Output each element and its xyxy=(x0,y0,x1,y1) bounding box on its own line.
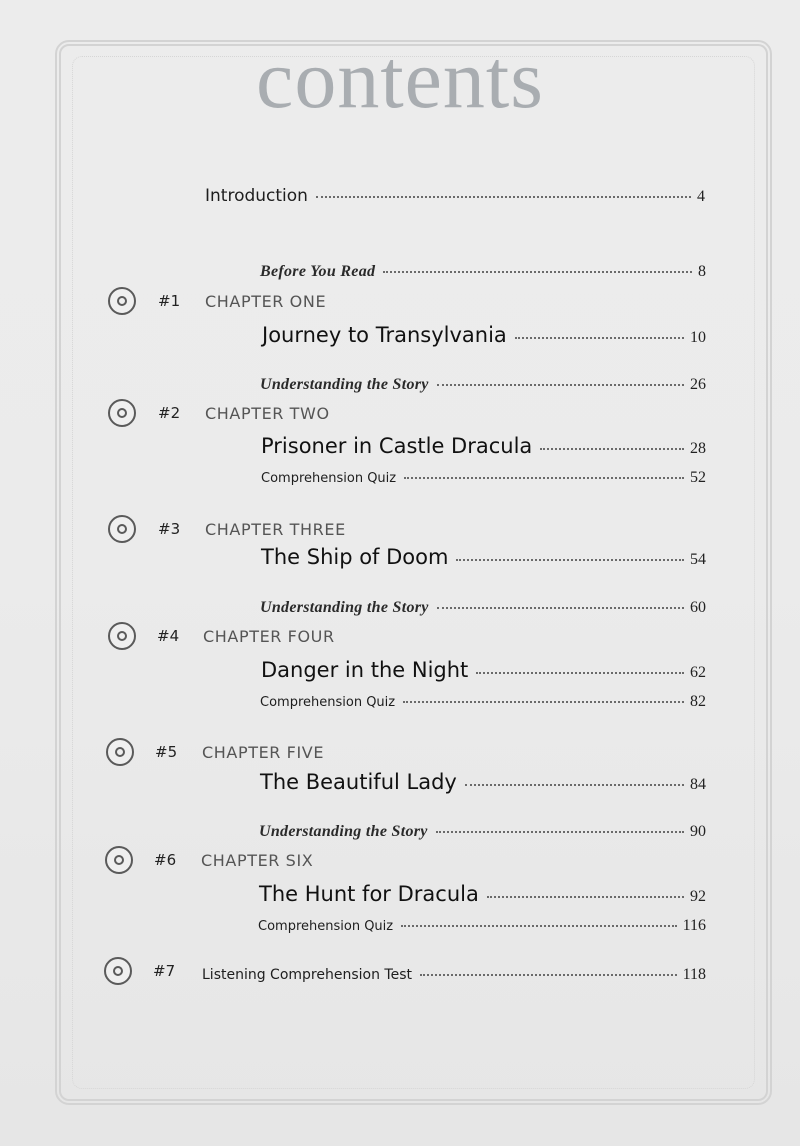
toc-section-page: 8 xyxy=(698,263,706,280)
toc-chapter-3[interactable] xyxy=(261,545,706,569)
toc-quiz-6[interactable] xyxy=(258,917,706,935)
leader-dots xyxy=(404,477,684,479)
toc-section-label: Understanding the Story xyxy=(260,376,429,393)
toc-listening-test[interactable] xyxy=(202,966,706,984)
leader-dots xyxy=(487,896,684,898)
cd-icon[interactable] xyxy=(108,399,136,427)
leader-dots xyxy=(436,831,684,833)
quiz-page: 52 xyxy=(690,469,706,486)
quiz-label: Comprehension Quiz xyxy=(261,471,397,486)
leader-dots xyxy=(437,384,684,386)
toc-chapter-6[interactable] xyxy=(259,882,706,906)
toc-section-2[interactable] xyxy=(260,376,706,394)
toc-section-4[interactable] xyxy=(260,599,706,617)
cd-icon[interactable] xyxy=(104,957,132,985)
track-number-7: #7 xyxy=(153,962,176,980)
chapter-page: 28 xyxy=(690,440,706,457)
toc-section-label: Understanding the Story xyxy=(259,823,428,840)
chapter-page: 92 xyxy=(690,888,706,905)
quiz-page: 116 xyxy=(682,917,706,934)
leader-dots xyxy=(403,701,684,703)
chapter-heading-1: CHAPTER ONE xyxy=(205,292,327,311)
quiz-page: 82 xyxy=(690,693,706,710)
cd-icon[interactable] xyxy=(106,738,134,766)
chapter-heading-3: CHAPTER THREE xyxy=(205,520,346,539)
toc-section-6[interactable] xyxy=(259,823,706,841)
track-number-5: #5 xyxy=(155,743,178,761)
toc-chapter-5[interactable] xyxy=(260,770,706,794)
track-number-4: #4 xyxy=(157,627,180,645)
chapter-heading-5: CHAPTER FIVE xyxy=(202,743,325,762)
leader-dots xyxy=(420,974,677,976)
leader-dots xyxy=(515,337,684,339)
toc-chapter-4[interactable] xyxy=(261,658,706,682)
toc-chapter-1[interactable] xyxy=(262,323,706,347)
chapter-title: The Ship of Doom xyxy=(261,545,449,569)
toc-quiz-4[interactable] xyxy=(260,693,706,711)
toc-chapter-2[interactable] xyxy=(261,434,706,458)
chapter-page: 62 xyxy=(690,664,706,681)
cd-icon[interactable] xyxy=(108,622,136,650)
toc-section-label: Before You Read xyxy=(260,263,376,280)
toc-section-1[interactable] xyxy=(260,263,706,281)
page-title: contents xyxy=(256,33,544,126)
cd-icon[interactable] xyxy=(108,515,136,543)
chapter-page: 84 xyxy=(690,776,706,793)
chapter-page: 54 xyxy=(690,551,706,568)
toc-section-page: 26 xyxy=(690,376,706,393)
chapter-title: Prisoner in Castle Dracula xyxy=(261,434,533,458)
leader-dots xyxy=(316,196,691,198)
chapter-page: 10 xyxy=(690,329,706,346)
track-number-6: #6 xyxy=(154,851,177,869)
toc-intro-page: 4 xyxy=(697,188,705,205)
track-number-1: #1 xyxy=(158,292,181,310)
cd-icon[interactable] xyxy=(105,846,133,874)
toc-intro-label: Introduction xyxy=(205,186,308,206)
leader-dots xyxy=(401,925,676,927)
toc-intro[interactable] xyxy=(205,186,705,206)
chapter-title: The Beautiful Lady xyxy=(260,770,457,794)
toc-quiz-2[interactable] xyxy=(261,469,706,487)
leader-dots xyxy=(540,448,684,450)
cd-icon[interactable] xyxy=(108,287,136,315)
leader-dots xyxy=(383,271,692,273)
track-number-3: #3 xyxy=(158,520,181,538)
leader-dots xyxy=(476,672,684,674)
toc-section-page: 60 xyxy=(690,599,706,616)
chapter-title: Danger in the Night xyxy=(261,658,469,682)
leader-dots xyxy=(465,784,684,786)
toc-section-page: 90 xyxy=(690,823,706,840)
quiz-label: Comprehension Quiz xyxy=(260,695,396,710)
chapter-heading-2: CHAPTER TWO xyxy=(205,404,330,423)
chapter-title: The Hunt for Dracula xyxy=(259,882,479,906)
leader-dots xyxy=(437,607,684,609)
track-number-2: #2 xyxy=(158,404,181,422)
quiz-label: Comprehension Quiz xyxy=(258,919,394,934)
listening-test-page: 118 xyxy=(682,966,706,983)
chapter-heading-4: CHAPTER FOUR xyxy=(203,627,335,646)
leader-dots xyxy=(456,559,684,561)
toc-section-label: Understanding the Story xyxy=(260,599,429,616)
chapter-title: Journey to Transylvania xyxy=(262,323,507,347)
chapter-heading-6: CHAPTER SIX xyxy=(201,851,314,870)
listening-test-label: Listening Comprehension Test xyxy=(202,967,412,983)
